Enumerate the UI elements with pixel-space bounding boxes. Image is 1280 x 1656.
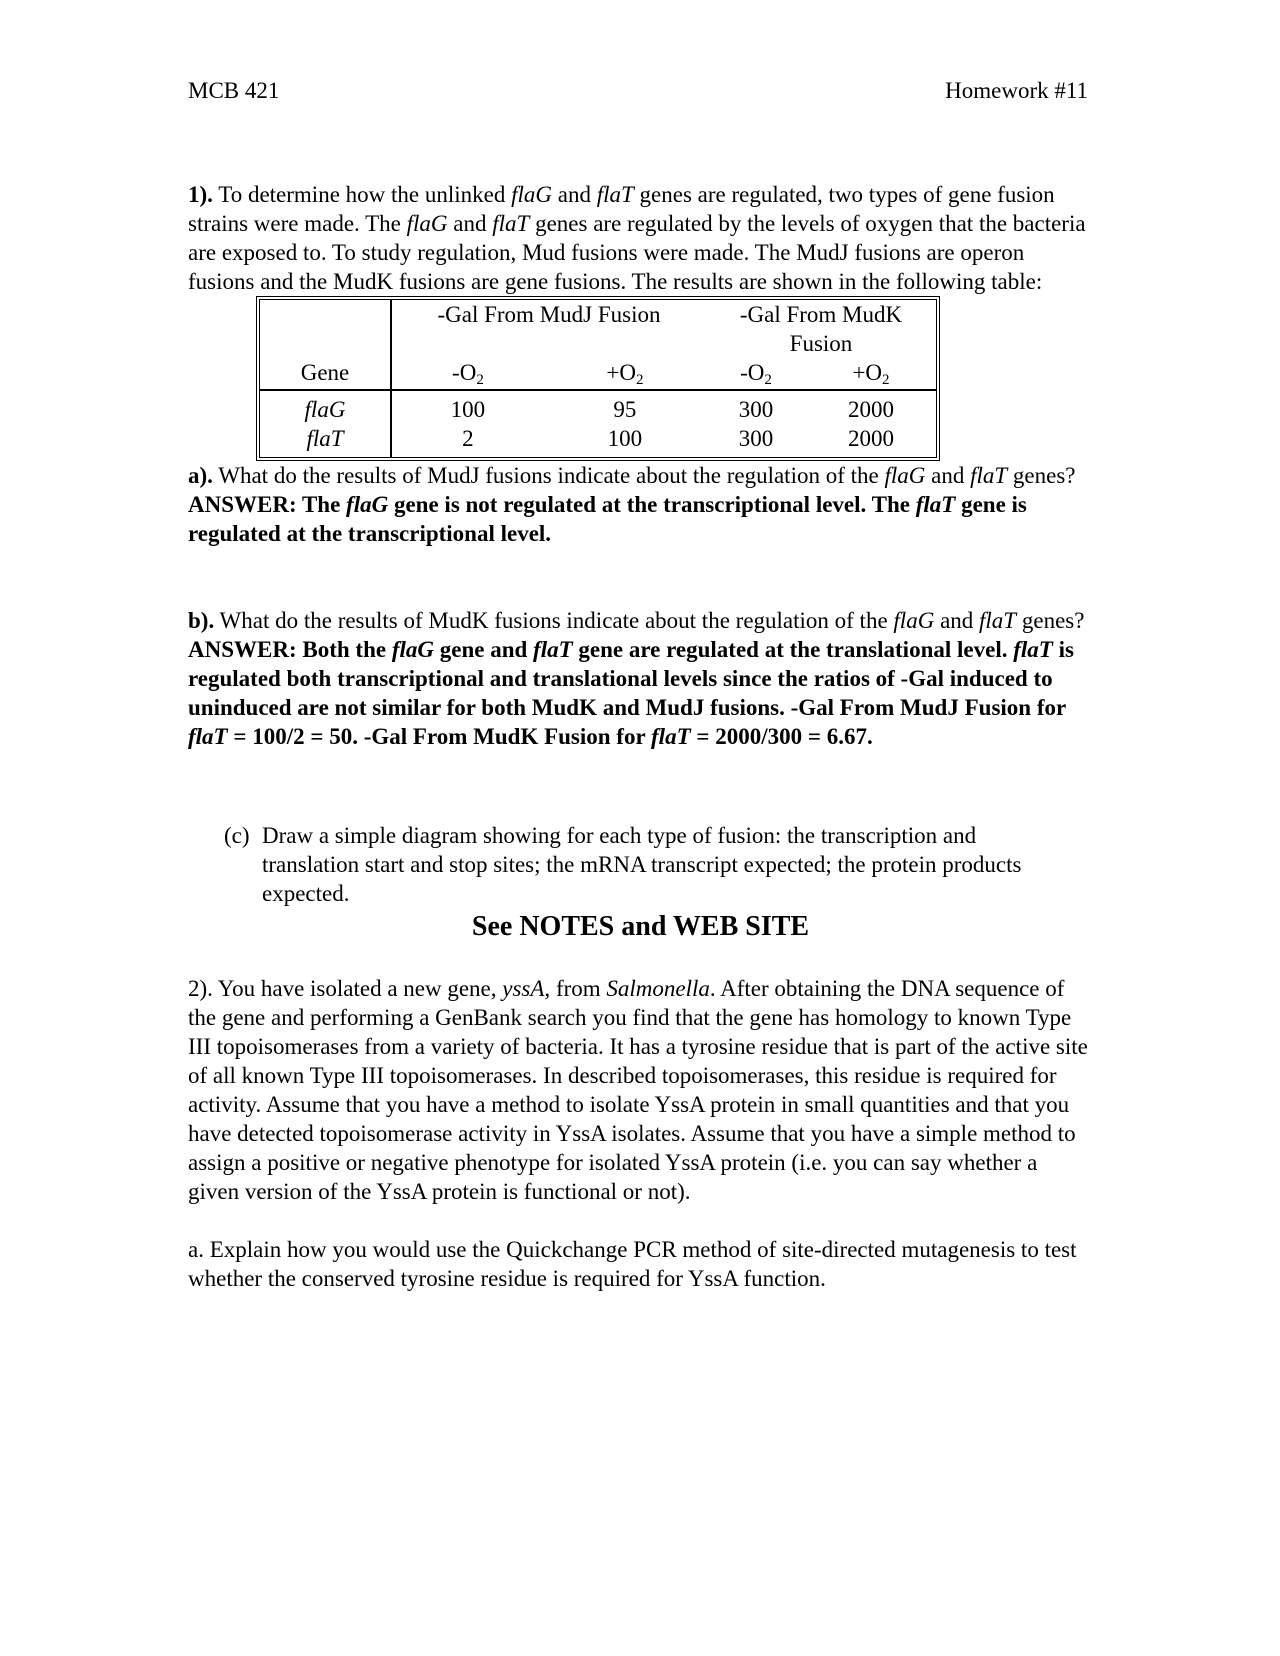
homework-number: Homework #11	[945, 78, 1088, 103]
table-row	[260, 391, 936, 424]
value-cell: 100	[450, 397, 486, 422]
gene-name: flaG	[406, 211, 448, 236]
q1b-answer: ANSWER: Both the flaG gene and flaT gene are regulated at the translational level. flaT is regulated both transcriptional and translational levels since the ratios of -Gal induced to uninduced are not similar for both MudK and MudJ fusions. -Gal From MudJ Fusion for flaT = 100/2 = 50. -Gal From MudK Fusion for flaT = 2000/300 = 6.67.	[188, 637, 1074, 749]
q2-intro: 2). You have isolated a new gene, yssA, from Salmonella. After obtaining the DNA sequence of the gene and performing a GenBank search you find that the gene has homology to known Type III topoisomerases from a variety of bacteria. It has a tyrosine residue that is part of the active site of all known Type III topoisomerases. In described topoisomerases, this residue is required for activity. Assume that you have a method to isolate YssA protein in small quantities and that you have detected topoisomerase activity in YssA isolates. Assume that you have a simple method to assign a positive or negative phenotype for isolated YssA protein (i.e. you can say whether a given version of the YssA protein is functional or not).	[188, 976, 1088, 1204]
q1a-question: a). What do the results of MudJ fusions indicate about the regulation of the flaG and flaT genes?	[188, 463, 1076, 488]
q1b-question: b). What do the results of MudK fusions indicate about the regulation of the flaG and flaT genes?	[188, 608, 1085, 633]
value-cell: 2	[462, 426, 474, 451]
gene-cell: flaG	[260, 391, 392, 424]
gene-header: Gene	[260, 358, 392, 391]
course-code: MCB 421	[188, 78, 280, 103]
mudk-group-header: -Gal From MudK Fusion	[739, 302, 903, 356]
value-cell: 2000	[848, 397, 894, 422]
mudj-plus-o2-header: $+O_2$	[544, 358, 706, 391]
mudk-minus-o2-header: $-O_2$	[706, 358, 806, 391]
fusion-results-table	[256, 296, 940, 461]
document-body	[188, 180, 1093, 1293]
gene-cell: flaT	[260, 424, 392, 457]
table-group-header	[260, 300, 936, 358]
value-cell: 300	[738, 426, 774, 451]
value-cell: 300	[738, 397, 774, 422]
value-cell: 100	[607, 426, 643, 451]
q1-intro: 1). To determine how the unlinked flaG and flaT genes are regulated, two types of gene fusion strains were made. The flaG and flaT genes are regulated by the levels of oxygen that the bacteria are exposed to. To study regulation, Mud fusions were made. The MudJ fusions are operon fusions and the MudK fusions are gene fusions. The results are shown in the following table:	[188, 182, 1086, 294]
q1c-label: (c)	[224, 823, 250, 848]
q1c-item	[188, 821, 1093, 908]
mudj-minus-o2-header: $-O_2$	[392, 358, 544, 391]
value-cell: 95	[613, 397, 637, 422]
gene-name: flaT	[596, 182, 634, 207]
see-notes-heading: See NOTES and WEB SITE	[471, 911, 810, 942]
q1a-answer: ANSWER: The flaG gene is not regulated at the transcriptional level. The flaT gene is regulated at the transcriptional level.	[188, 492, 1027, 546]
value-cell: 2000	[848, 426, 894, 451]
q2a-question: a. Explain how you would use the Quickchange PCR method of site-directed mutagenesis to test whether the conserved tyrosine residue is required for YssA function.	[188, 1237, 1077, 1291]
mudj-group-header: -Gal From MudJ Fusion	[437, 302, 661, 327]
gene-name: flaT	[492, 211, 530, 236]
mudk-plus-o2-header: $+O_2$	[806, 358, 936, 391]
gene-name: flaG	[511, 182, 552, 207]
q1-number: 1).	[188, 182, 213, 207]
q1c-text: Draw a simple diagram showing for each type of fusion: the transcription and translation start and stop sites; the mRNA transcript expected; the protein products expected.	[262, 823, 1022, 906]
table-row	[260, 424, 936, 457]
table-sub-header	[260, 358, 936, 391]
